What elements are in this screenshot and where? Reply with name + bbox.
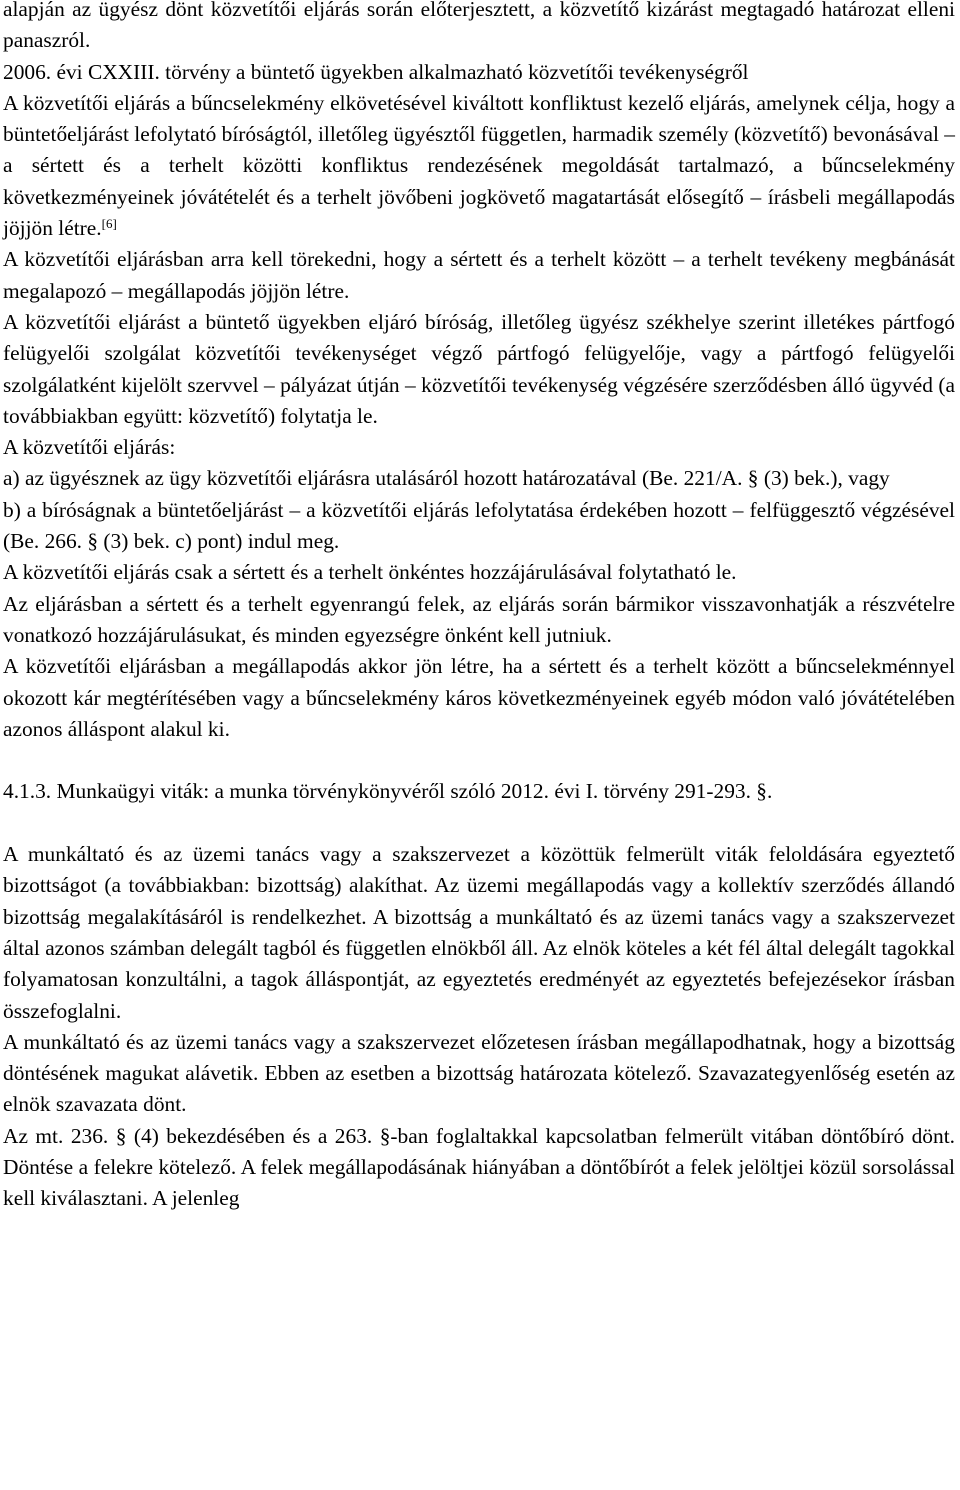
paragraph-panaszrol: alapján az ügyész dönt közvetítői eljárás során előterjesztett, a közvetítő kizárást megtagadó határozat elleni panaszról. bbox=[3, 0, 955, 53]
document-page bbox=[3, 0, 955, 1215]
paragraph-megallapodas-torekves: A közvetítői eljárásban arra kell törekedni, hogy a sértett és a terhelt között – a terhelt tevékeny megbánását megalapozó – megállapodás jöjjön létre. bbox=[3, 247, 955, 303]
paragraph-kozvetitoi-eljaras-definicio bbox=[3, 88, 955, 244]
paragraph-kozvetito-szemely: A közvetítői eljárást a büntető ügyekben eljáró bíróság, illetőleg ügyész székhelye szerint illetékes pártfogó felügyelői szolgálat közvetítői tevékenységet végző pártfogó felügyelője, vagy a pártfogó felügyelői szolgálatként kijelölt szervvel – pályázat útján – közvetítői tevékenység végzésére szerződésben álló ügyvéd (a továbbiakban együtt: közvetítő) folytatja le. bbox=[3, 309, 955, 428]
paragraph-dontobiro: Az mt. 236. § (4) bekezdésében és a 263. §-ban foglaltakkal kapcsolatban felmerült vitában döntőbíró dönt. Döntése a felekre kötelező. A felek megállapodásának hiányában a döntőbírót a felek jelöltjei közül sorsolással kell kiválasztani. A jelenleg bbox=[3, 1123, 955, 1211]
paragraph-text: A közvetítői eljárás a bűncselekmény elkövetésével kiváltott konfliktust kezelő eljárás, amelynek célja, hogy a büntetőeljárást lefolytató bíróságtól, illetőleg ügyésztől független, harmadik személy (közvetítő) bevonásával – a sértett és a terhelt közötti konfliktus rendezésének megoldását tartalmazó, a bűncselekmény következményeinek jóvátételét és a terhelt jövőbeni jogkövető magatartását elősegítő – írásbeli megállapodás jöjjön létre. bbox=[3, 90, 955, 241]
paragraph-megallapodas-letrejotte: A közvetítői eljárásban a megállapodás akkor jön létre, ha a sértett és a terhelt között a bűncselekménnyel okozott kár megtérítésében vagy a bűncselekmény káros következményeinek egyéb módon való jóvátételében azonos álláspont alakul ki. bbox=[3, 654, 955, 741]
law-title-2006-cxxiii: 2006. évi CXXIII. törvény a büntető ügyekben alkalmazható közvetítői tevékenységről bbox=[3, 59, 749, 84]
list-item-a: a) az ügyésznek az ügy közvetítői eljárásra utalásáról hozott határozatával (Be. 221/A. § (3) bek.), vagy bbox=[3, 466, 890, 491]
blank-line bbox=[3, 808, 955, 839]
list-item-b: b) a bíróságnak a büntetőeljárást – a közvetítői eljárás lefolytatása érdekében hozott – felfüggesztő végzésével (Be. 266. § (3) bek. c) pont) indul meg. bbox=[3, 497, 955, 554]
paragraph-bizottsag-dontes-alavetes: A munkáltató és az üzemi tanács vagy a szakszervezet előzetesen írásban megállapodhatnak, hogy a bizottság döntésének magukat alávetik. Ebben az esetben a bizottság határozata kötelező. Szavazategyenlőség esetén az elnök szavazata dönt. bbox=[3, 1029, 955, 1117]
footnote-reference: [6] bbox=[101, 215, 117, 231]
paragraph-egyezteto-bizottsag: A munkáltató és az üzemi tanács vagy a szakszervezet a közöttük felmerült viták feloldására egyeztető bizottságot (a továbbiakban: bizottság) alakíthat. Az üzemi megállapodás vagy a kollektív szerződés állandó bizottság megalakításáról is rendelkezhet. A bizottság a munkáltató és az üzemi tanács vagy a szakszervezet által azonos számban delegált tagból és független elnökből áll. Az elnök köteles a két fél által delegált tagokkal folyamatosan konzultálni, a tagok álláspontját, az egyeztetés eredményét az egyeztetés befejezésekor írásban összefoglalni. bbox=[3, 842, 955, 1023]
paragraph-onkentes-hozzajarulas: A közvetítői eljárás csak a sértett és a terhelt önkéntes hozzájárulásával folytatható le. bbox=[3, 560, 737, 585]
section-heading-munkaugyi-vitak: 4.1.3. Munkaügyi viták: a munka törvénykönyvéről szóló 2012. évi I. törvény 291-293. §. bbox=[3, 779, 773, 804]
blank-line bbox=[3, 745, 955, 776]
paragraph-egyenrangu-felek: Az eljárásban a sértett és a terhelt egyenrangú felek, az eljárás során bármikor visszavonhatják a részvételre vonatkozó hozzájárulásukat, és minden egyezségre önként kell jutniuk. bbox=[3, 591, 955, 647]
paragraph-eljaras-inditas-heading: A közvetítői eljárás: bbox=[3, 435, 176, 460]
